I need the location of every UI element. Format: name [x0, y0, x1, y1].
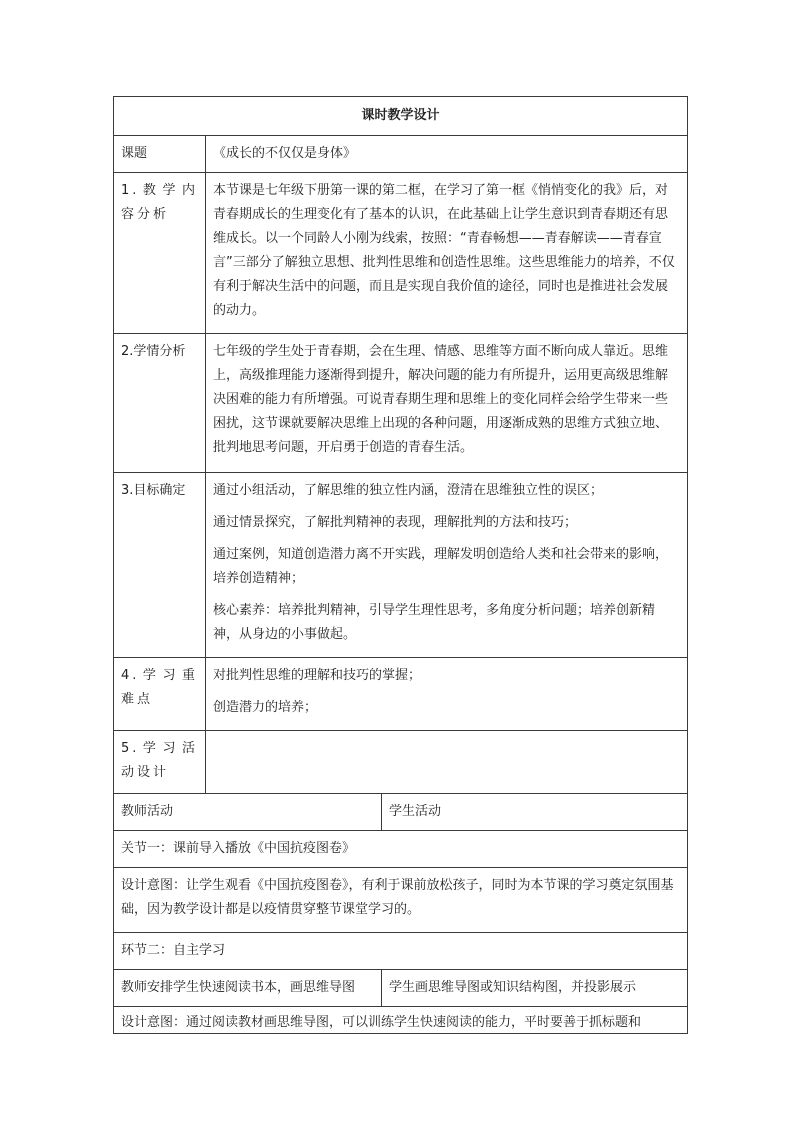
step1-intent: 设计意图：让学生观看《中国抗疫图卷》，有利于课前放松孩子，同时为本节课的学习奠定氛围基础，因为教学设计都是以疫情贯穿整节课堂学习的。 [114, 868, 688, 933]
goals-label: 3.目标确定 [114, 473, 206, 658]
step2-teacher-activity: 教师安排学生快速阅读书本，画思维导图 [114, 970, 382, 1007]
key-points-label: 4.学习重难点 [114, 658, 206, 731]
step2-intent-cell [114, 1007, 688, 1034]
title-row [114, 97, 688, 136]
student-activity-header: 学生活动 [382, 794, 688, 831]
table-title: 课时教学设计 [114, 97, 688, 136]
goal-item: 通过情景探究，了解批判精神的表现，理解批判的方法和技巧； [213, 515, 578, 530]
step1-intent-row [114, 868, 688, 933]
learner-analysis-text: 七年级的学生处于青春期，会在生理、情感、思维等方面不断向成人靠近。思维上，高级推理能力逐渐得到提升，解决问题的能力有所提升，运用更高级思维解决困难的能力有所增强。可说青春期生理和思维上的变化同样会给学生带来一些困扰，这节课就要解决思维上出现的各种问题，用逐渐成熟的思维方式独立地、批判地思考问题，开启勇于创造的青春生活。 [206, 334, 688, 473]
key-point-item: 对批判性思维的理解和技巧的掌握； [213, 668, 422, 683]
goals-list [206, 473, 688, 658]
step2-intent-row [114, 1007, 688, 1034]
columns-header-row [114, 794, 688, 831]
learner-analysis-label: 2.学情分析 [114, 334, 206, 473]
key-points-row [114, 658, 688, 731]
learner-analysis-row [114, 334, 688, 473]
step2-student-activity: 学生画思维导图或知识结构图，并投影展示 [382, 970, 688, 1007]
key-point-item: 创造潜力的培养； [213, 700, 318, 715]
step2-title: 环节二：自主学习 [114, 933, 688, 970]
step2-intent: 设计意图：通过阅读教材画思维导图，可以训练学生快速阅读的能力，平时要善于抓标题和 [121, 1015, 642, 1030]
activity-design-label: 5.学习活动设计 [114, 731, 206, 794]
step1-title: 关节一：课前导入播放《中国抗疫图卷》 [114, 831, 688, 868]
goal-item: 通过案例，知道创造潜力离不开实践，理解发明创造给人类和社会带来的影响，培养创造精神； [213, 547, 669, 586]
topic-label: 课题 [114, 136, 206, 173]
key-points-list [206, 658, 688, 731]
goals-row [114, 473, 688, 658]
activity-design-value [206, 731, 688, 794]
teacher-activity-header: 教师活动 [114, 794, 382, 831]
lesson-plan-table [113, 96, 688, 1034]
content-analysis-text: 本节课是七年级下册第一课的第二框，在学习了第一框《悄悄变化的我》后，对青春期成长的生理变化有了基本的认识，在此基础上让学生意识到青春期还有思维成长。以一个同龄人小刚为线索，按照：“青春畅想——青春解读——青春宣言”三部分了解独立思想、批判性思维和创造性思维。这些思维能力的培养，不仅有利于解决生活中的问题，而且是实现自我价值的途径，同时也是推进社会发展的动力。 [206, 173, 688, 334]
content-analysis-row [114, 173, 688, 334]
content-analysis-label: 1.教学内容分析 [114, 173, 206, 334]
step2-activity-row [114, 970, 688, 1007]
step2-title-row [114, 933, 688, 970]
activity-design-row [114, 731, 688, 794]
topic-value: 《成长的不仅仅是身体》 [206, 136, 688, 173]
goal-item: 通过小组活动，了解思维的独立性内涵，澄清在思维独立性的误区； [213, 483, 604, 498]
topic-row [114, 136, 688, 173]
step1-title-row [114, 831, 688, 868]
goal-item: 核心素养：培养批判精神，引导学生理性思考，多角度分析问题；培养创新精神，从身边的小事做起。 [213, 603, 656, 642]
